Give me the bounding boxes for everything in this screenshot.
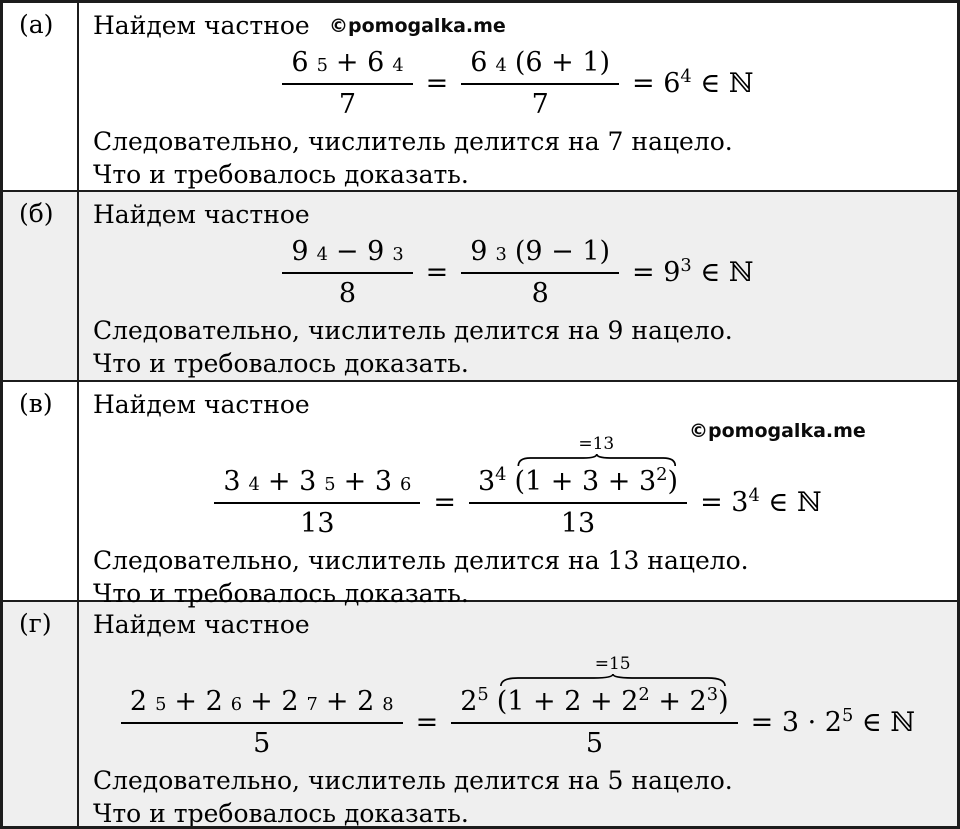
braced-expression: $(1 + 2 + 2^2 + 2^3)$ [496,683,729,717]
conclusion-text: Следовательно, числитель делится на 5 нацело. [93,765,733,795]
fraction-left [282,236,412,309]
row-label-g: (г) [3,602,79,829]
denominator: 5 [585,727,604,759]
denominator: 7 [338,88,357,120]
solution-cell-g [79,602,957,829]
numerator: 3 4 + 3 5 + 3 6 [214,466,420,504]
fraction-left [121,686,403,759]
solution-row-g [3,600,957,829]
denominator: 5 [253,727,271,759]
watermark-text: ©pomogalka.me [329,15,506,37]
formula-result: = $3 \cdot 2^5$ ∈ ℕ [750,704,916,738]
fraction-left [214,466,420,539]
denominator: 13 [560,507,596,539]
solution-row-v [3,380,957,608]
denominator: 8 [338,277,357,309]
numerator [469,433,687,504]
intro-text: Найдем частное [93,200,310,229]
equation [93,433,943,539]
equation [93,236,943,309]
qed-text: Что и требовалось доказать. [93,799,469,828]
conclusion-text: Следовательно, числитель делится на 13 нацело. [93,545,749,575]
denominator: 7 [531,88,549,120]
solution-cell-a [79,3,957,190]
fraction-right [461,47,619,120]
formula-result: = $9^3$ ∈ ℕ [632,254,754,288]
overbrace-group [499,653,727,686]
factor-prefix: $3^4$ [477,463,507,497]
numerator: 9 4 − 9 3 [282,236,412,274]
solution-cell-b [79,192,957,380]
overbrace-icon [517,454,677,466]
brace-label-text: =13 [578,433,615,454]
row-label-b: (б) [3,192,79,380]
fraction-right [469,433,687,539]
formula-result: = $6^4$ ∈ ℕ [632,65,754,99]
brace-label-text: =15 [594,653,631,674]
solution-cell-v [79,382,957,608]
qed-text: Что и требовалось доказать. [93,160,469,189]
numerator: 2 5 + 2 6 + 2 7 + 2 8 [121,686,403,724]
overbrace-group [517,433,677,466]
equals-sign: = [415,706,439,738]
braced-expression: $(1 + 3 + 3^2)$ [514,463,679,497]
conclusion-text: Следовательно, числитель делится на 7 нацело. [93,126,733,156]
numerator: 9 3 (9 − 1) [461,236,619,274]
equals-sign: = [433,486,456,518]
watermark-text: ©pomogalka.me [689,420,866,442]
solution-row-a [3,3,957,190]
braced-sum [496,653,729,717]
braced-sum [514,433,679,497]
numerator: 6 4 (6 + 1) [461,47,619,85]
fraction-right [461,236,619,309]
denominator: 13 [300,507,335,539]
intro-text: Найдем частное [93,11,310,40]
equation [93,653,943,759]
row-label-v: (в) [3,382,79,600]
equation [93,47,943,120]
denominator: 8 [531,277,549,309]
equals-sign: = [425,67,449,99]
fraction-right [451,653,737,759]
formula-result: = $3^4$ ∈ ℕ [700,484,822,518]
row-label-a: (а) [3,3,79,190]
conclusion-text: Следовательно, числитель делится на 9 нацело. [93,315,733,345]
factor-prefix: $2^5$ [460,683,489,717]
numerator [451,653,737,724]
intro-text: Найдем частное [93,390,310,419]
qed-text: Что и требовалось доказать. [93,349,469,378]
solution-row-b [3,190,957,380]
qed-text: Что и требовалось доказать. [93,579,469,608]
overbrace-icon [499,674,727,686]
fraction-left [282,47,412,120]
intro-text: Найдем частное [93,610,310,639]
equals-sign: = [425,256,449,288]
numerator: 6 5 + 6 4 [282,47,412,85]
